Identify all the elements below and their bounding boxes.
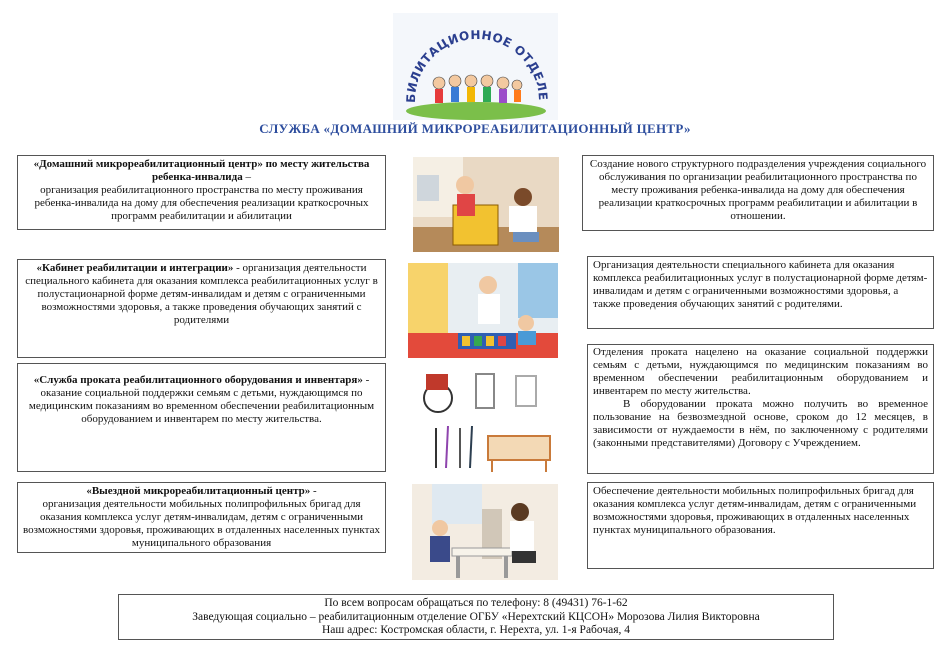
logo-arc-text: БИЛИТАЦИОННОЕ ОТДЕЛЕ	[403, 27, 551, 104]
photo-rental-equipment	[416, 368, 556, 475]
page-title: СЛУЖБА «ДОМАШНИЙ МИКРОРЕАБИЛИТАЦИОННЫЙ ЦЕНТР»	[259, 121, 691, 136]
left-box-text: организация реабилитационного пространства по месту проживания ребенка-инвалида на дому для обеспечения реализации краткосрочных программ реабилитации и абилитации	[34, 184, 369, 222]
right-box-text: Обеспечение деятельности мобильных полипрофильных бригад для оказания комплекса услуг детям-инвалидам, детям с ограниченными возможностями здоровья, проживающих в отдаленных населенных пунктах муниципального образования.	[593, 485, 917, 536]
contact-phone: По всем вопросам обращаться по телефону: 8 (49431) 76-1-62	[324, 597, 628, 609]
left-box-text: организация деятельности специального кабинета для оказания комплекса реабилитационных услуг в полустационарной форме детям-инвалидам и детям с ограниченными возможностями здоровья, а также проведения обучающих занятий с родителями	[25, 262, 378, 326]
left-box-heading: «Служба проката реабилитационного оборудования и инвентаря»	[33, 374, 363, 386]
photo-home-therapy	[413, 157, 559, 252]
contact-address: Наш адрес: Костромская области, г. Нерехта, ул. 1-я Рабочая, 4	[321, 624, 631, 636]
left-box-heading: «Выездной микрореабилитационный центр»	[86, 485, 311, 497]
right-box-paragraph: Отделения проката нацелено на оказание социальной поддержки семьям с детьми, нуждающимся по медицинским показаниям во временном обеспечении реабилитационным оборудованием и инвентарем по месту жительства.	[593, 346, 928, 397]
photo-mobile-team	[412, 484, 558, 580]
left-box-cabinet: «Кабинет реабилитации и интеграции» - организация деятельности специального кабинета для оказания комплекса реабилитационных услуг в полустационарной форме детям-инвалидам и детям с ограниченными возможностями здоровья, а также проведения обучающих занятий с родителями	[17, 259, 386, 358]
right-box-cabinet-activity	[587, 256, 934, 329]
left-box-heading: «Домашний микрореабилитационный центр» по месту жительства ребенка-инвалида	[33, 158, 370, 183]
photo-rehab-cabinet	[408, 263, 558, 358]
right-box-paragraph: В оборудовании проката можно получить во временное пользование на безвозмездной основе, сроком до 12 месяцев, в зависимости от нуждаемости в нём, по заключенному с родителями (законными представителями) Договору с Учреждением.	[593, 398, 928, 449]
department-logo	[393, 13, 558, 120]
left-box-rental: «Служба проката реабилитационного оборудования и инвентаря» - оказание социальной поддержки семьям с детьми, нуждающимся по медицинским показаниям во временном обеспечении реабилитационным оборудованием и инвентарем по месту жительства.	[17, 363, 386, 472]
right-box-structural-unit	[582, 155, 934, 231]
left-box-text: организация деятельности мобильных полипрофильных бригад для оказания комплекса услуг детям-инвалидам, детям с ограниченными возможностями здоровья, проживающих в отдаленных населенных пунктах муниципального образования	[23, 498, 380, 549]
left-box-heading: «Кабинет реабилитации и интеграции»	[36, 262, 234, 274]
contact-footer	[118, 594, 834, 640]
right-box-mobile-teams	[587, 482, 934, 569]
contact-head: Заведующая социально – реабилитационным отделение ОГБУ «Нерехтский КЦСОН» Морозова Лилия Викторовна	[192, 610, 760, 623]
right-box-rental-info	[587, 344, 934, 474]
left-box-mobile-center: «Выездной микрореабилитационный центр» - организация деятельности мобильных полипрофильных бригад для оказания комплекса услуг детям-инвалидам, детям с ограниченными возможностями здоровья, проживающих в отдаленных населенных пунктах муниципального образования	[17, 482, 386, 553]
right-box-text: Создание нового структурного подразделения учреждения социального обслуживания по организации реабилитационного пространства по месту проживания ребенка-инвалида на дому для обеспечения реализации краткосрочных программ реабилитации и абилитации в отношении.	[589, 158, 927, 222]
left-box-home-center: «Домашний микрореабилитационный центр» по месту жительства ребенка-инвалида – организация реабилитационного пространства по месту проживания ребенка-инвалида на дому для обеспечения реализации краткосрочных программ реабилитации и абилитации	[17, 155, 386, 230]
right-box-text: Организация деятельности специального кабинета для оказания комплекса реабилитационных услуг в полустационарной форме детям-инвалидам и детям с ограниченными возможностями здоровья, а также проведения обучающих занятий с родителями.	[593, 259, 928, 310]
left-box-text: оказание социальной поддержки семьям с детьми, нуждающимся по медицинским показаниям во временном обеспечении реабилитационным оборудованием и инвентарем по месту жительства.	[28, 387, 375, 425]
